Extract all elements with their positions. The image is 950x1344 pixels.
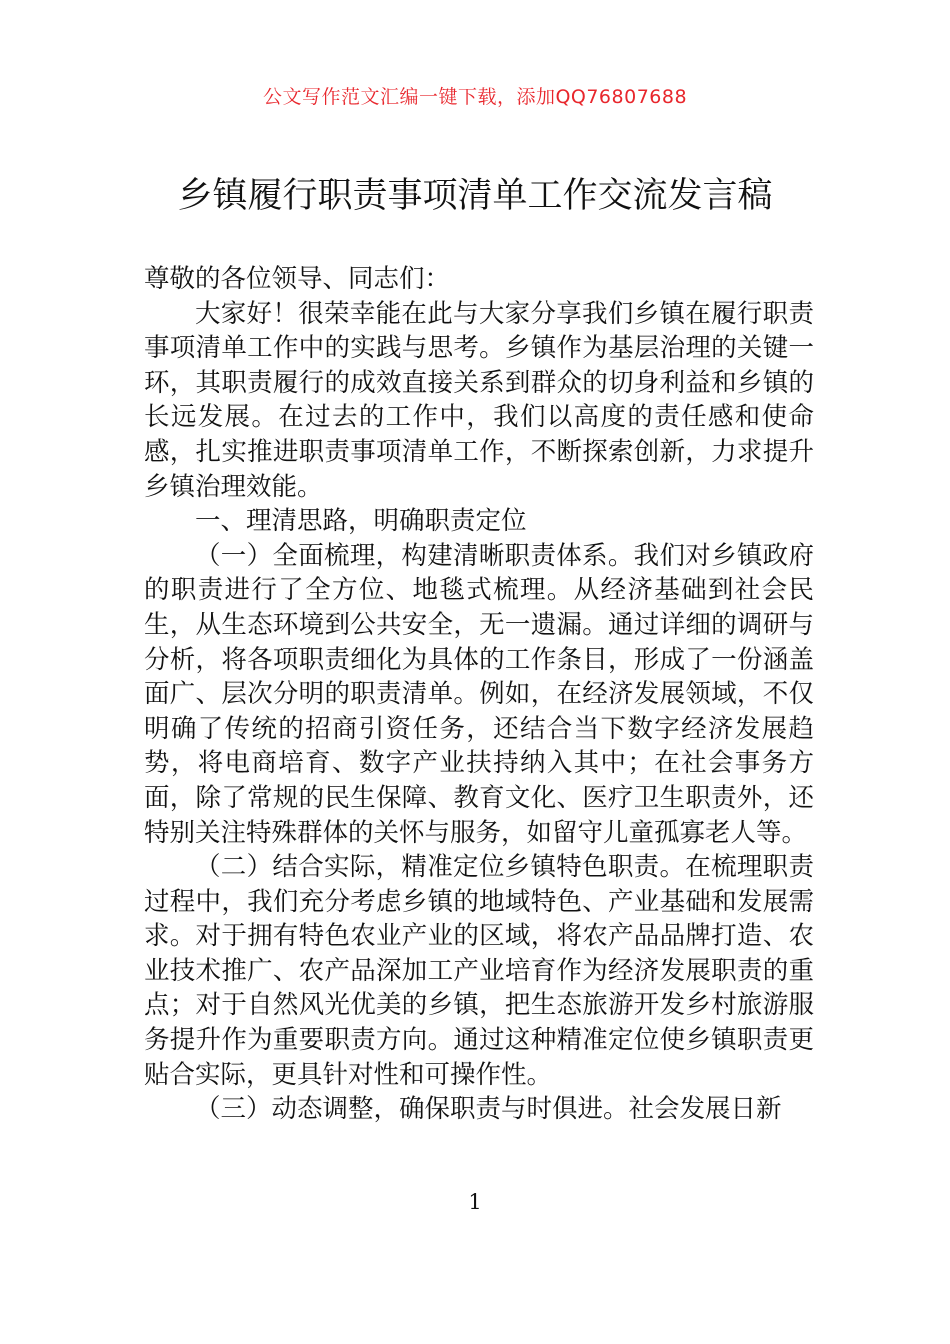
paragraph-subsection-3: （三）动态调整，确保职责与时俱进。社会发展日新 — [195, 1094, 782, 1125]
paragraph-intro: 大家好！很荣幸能在此与大家分享我们乡镇在履行职责事项清单工作中的实践与思考。乡镇作为基层治理的关键一环，其职责履行的成效直接关系到群众的切身利益和乡镇的长远发展。在过去的工作中，我们以高度的责任感和使命感，扎实推进职责事项清单工作，不断探索创新，力求提升乡镇治理效能。 — [144, 298, 814, 502]
section-heading-1: 一、理清思路，明确职责定位 — [195, 506, 527, 537]
salutation: 尊敬的各位领导、同志们： — [144, 264, 451, 294]
page-number: 1 — [468, 1190, 482, 1214]
document-body — [144, 262, 814, 1127]
paragraph-subsection-1: （一）全面梳理，构建清晰职责体系。我们对乡镇政府的职责进行了全方位、地毯式梳理。从经济基础到社会民生，从生态环境到公共安全，无一遗漏。通过详细的调研与分析，将各项职责细化为具体的工作条目，形成了一份涵盖面广、层次分明的职责清单。例如，在经济发展领域，不仅明确了传统的招商引资任务，还结合当下数字经济发展趋势，将电商培育、数字产业扶持纳入其中；在社会事务方面，除了常规的民生保障、教育文化、医疗卫生职责外，还特别关注特殊群体的关怀与服务，如留守儿童孤寡老人等。 — [144, 540, 814, 848]
download-banner: 公文写作范文汇编一键下载，添加QQ76807688 — [262, 86, 688, 108]
paragraph-subsection-2: （二）结合实际，精准定位乡镇特色职责。在梳理职责过程中，我们充分考虑乡镇的地域特色、产业基础和发展需求。对于拥有特色农业产业的区域，将农产品品牌打造、农业技术推广、农产品深加工产业培育作为经济发展职责的重点；对于自然风光优美的乡镇，把生态旅游开发乡村旅游服务提升作为重要职责方向。通过这种精准定位使乡镇职责更贴合实际，更具针对性和可操作性。 — [144, 852, 814, 1090]
document-title: 乡镇履行职责事项清单工作交流发言稿 — [177, 176, 773, 216]
